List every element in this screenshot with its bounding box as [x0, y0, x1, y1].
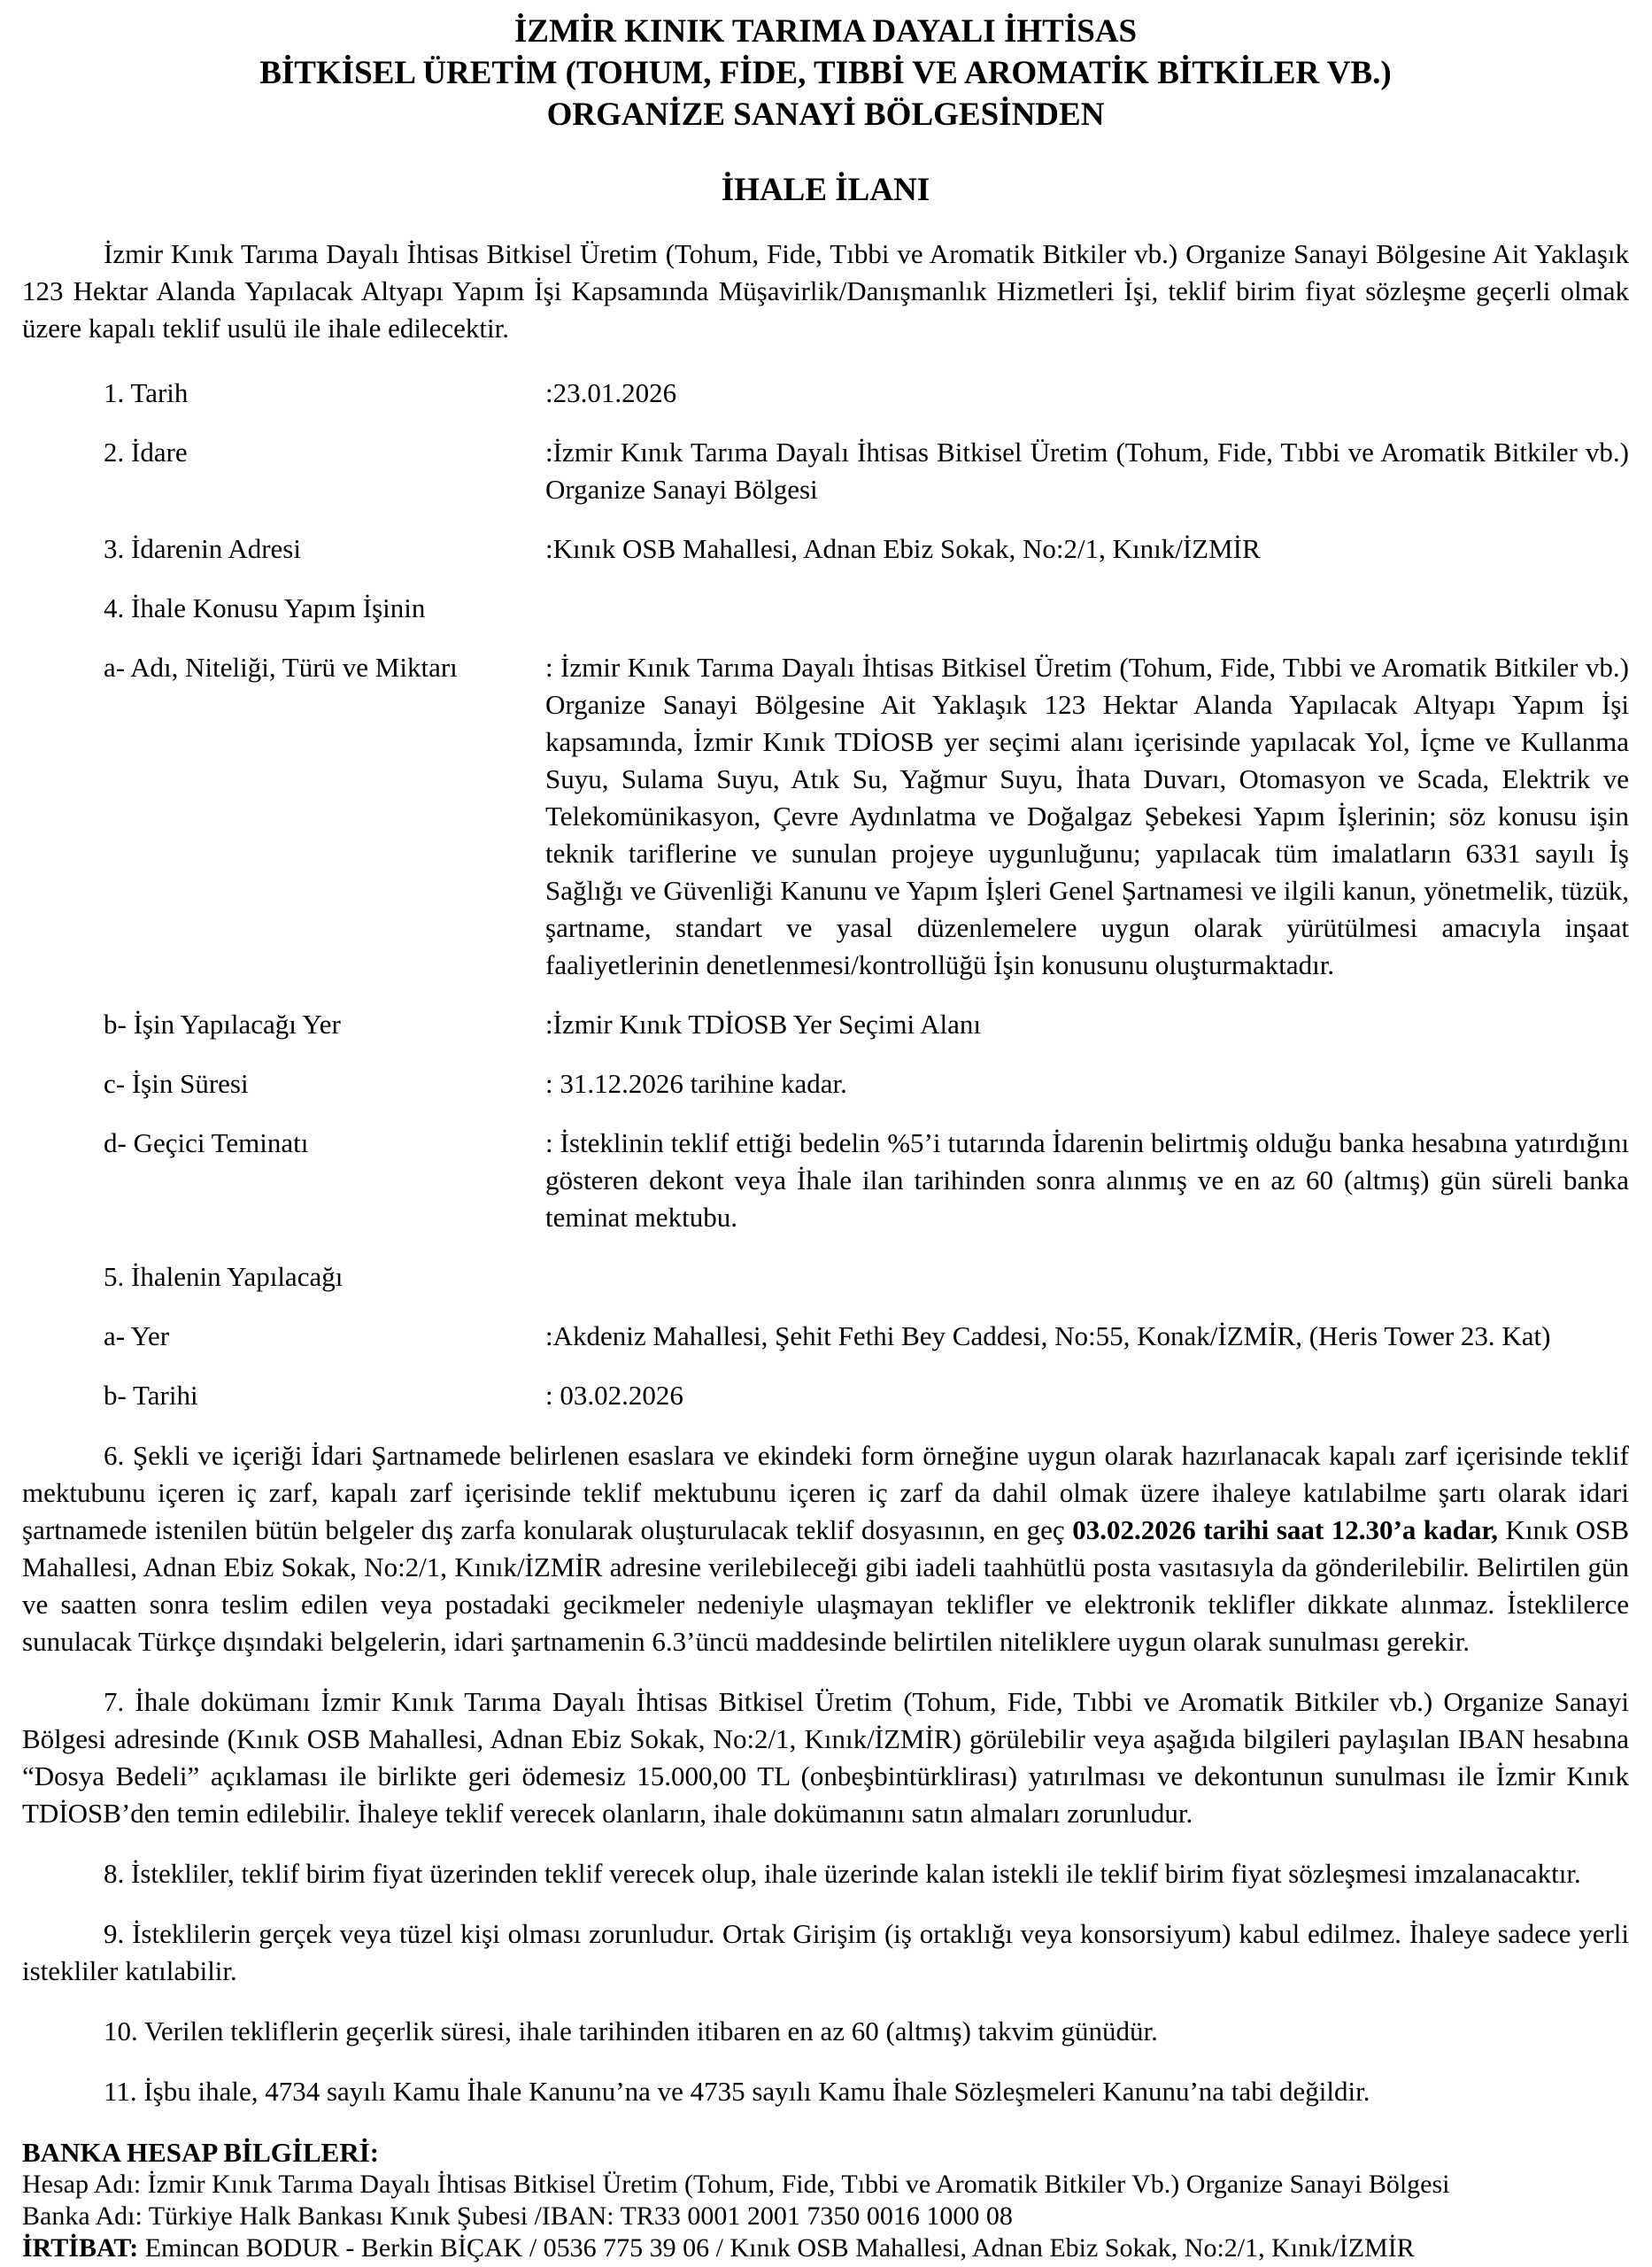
item-5-ihalenin-yapilacagi — [22, 1258, 1629, 1296]
item-label: 5. İhalenin Yapılacağı — [104, 1261, 344, 1292]
item-value: :Akdeniz Mahallesi, Şehit Fethi Bey Caddesi, No:55, Konak/İZMİR, (Heris Tower 23. Kat) — [545, 1320, 1551, 1351]
item-label: a- Adı, Niteliği, Türü ve Miktarı — [104, 652, 458, 683]
contact-line — [22, 2232, 1629, 2264]
item-5b-tarihi — [22, 1377, 1629, 1414]
item-value — [545, 1258, 1629, 1296]
item-label: d- Geçici Teminatı — [104, 1127, 309, 1158]
bank-section-heading: BANKA HESAP BİLGİLERİ: — [22, 2137, 380, 2168]
bank-account-name-line: Hesap Adı: İzmir Kınık Tarıma Dayalı İhtisas Bitkisel Üretim (Tohum, Fide, Tıbbi ve Aromatik Bitkiler Vb.) Organize Sanayi Bölgesi — [22, 2170, 1450, 2199]
item-4c-isin-suresi — [22, 1065, 1629, 1103]
paragraph-6-after: Kınık OSB Mahallesi, Adnan Ebiz Sokak, No:2/1, Kınık/İZMİR adresine verilebileceği gibi iadeli taahhütlü posta vasıtasıyla da gönderilebilir. Belirtilen gün ve saatten sonra teslim edilen veya postadaki gecikmeler nedeniyle ulaşmayan teklifler ve elektronik teklifler dikkate alınmaz. İsteklilerce sunulacak Türkçe dışındaki belgelerin, idari şartnamenin 6.3’üncü maddesinde belirtilen niteliklere uygun olarak sunulması gerekir. — [22, 1514, 1630, 1657]
item-value: : İsteklinin teklif ettiği bedelin %5’i tutarında İdarenin belirtmiş olduğu banka hesabına yatırdığını gösteren dekont veya İhale ilan tarihinden sonra alınmış ve en az 60 (altmış) gün süreli banka teminat mektubu. — [545, 1127, 1629, 1233]
paragraph-11: 11. İşbu ihale, 4734 sayılı Kamu İhale Kanunu’na ve 4735 sayılı Kamu İhale Sözleşmeleri Kanunu’na tabi değildir. — [104, 2076, 1370, 2107]
item-label: 1. Tarih — [104, 377, 189, 408]
paragraph-8: 8. İstekliler, teklif birim fiyat üzerinden teklif verecek olup, ihale üzerinde kalan istekli ile teklif birim fiyat sözleşmesi imzalanacaktır. — [104, 1858, 1581, 1889]
paragraph-10: 10. Verilen tekliflerin geçerlik süresi, ihale tarihinden itibaren en az 60 (altmış) takvim günüdür. — [104, 2016, 1158, 2046]
item-label: 2. İdare — [104, 437, 188, 468]
contact-text: Emincan BODUR - Berkin BİÇAK / 0536 775 39 06 / Kınık OSB Mahallesi, Adnan Ebiz Sokak, No:2/1, Kınık/İZMİR — [138, 2233, 1415, 2263]
item-4a-adi-niteligi-turu-miktari — [22, 649, 1629, 984]
item-5a-yer — [22, 1318, 1629, 1355]
item-label: a- Yer — [104, 1320, 170, 1351]
item-value: :23.01.2026 — [545, 377, 677, 408]
item-4d-gecici-teminati — [22, 1125, 1629, 1236]
paragraph-9: 9. İsteklilerin gerçek veya tüzel kişi olması zorunludur. Ortak Girişim (iş ortaklığı veya konsorsiyum) kabul edilmez. İhaleye sadece yerli istekliler katılabilir. — [22, 1918, 1629, 1986]
item-3-idarenin-adresi — [22, 530, 1629, 568]
item-value — [545, 590, 1629, 627]
organization-title-line-3: ORGANİZE SANAYİ BÖLGESİNDEN — [546, 97, 1105, 133]
bank-account-section — [22, 2137, 1629, 2264]
intro-paragraph: İzmir Kınık Tarıma Dayalı İhtisas Bitkisel Üretim (Tohum, Fide, Tıbbi ve Aromatik Bitkiler vb.) Organize Sanayi Bölgesine Ait Yaklaşık 123 Hektar Alanda Yapılacak Altyapı Yapım İşi Kapsamında Müşavirlik/Danışmanlık Hizmetleri İşi, teklif birim fiyat sözleşme geçerli olmak üzere kapalı teklif usulü ile ihale edilecektir. — [22, 238, 1629, 344]
organization-title-line-1: İZMİR KINIK TARIMA DAYALI İHTİSAS — [513, 13, 1138, 50]
item-value: : 31.12.2026 tarihine kadar. — [545, 1068, 847, 1099]
item-value: : 03.02.2026 — [545, 1380, 683, 1411]
item-label: c- İşin Süresi — [104, 1068, 249, 1099]
paragraph-6 — [22, 1437, 1629, 1660]
item-value: :İzmir Kınık TDİOSB Yer Seçimi Alanı — [545, 1009, 981, 1040]
item-4b-isin-yapilacagi-yer — [22, 1006, 1629, 1043]
item-4-ihale-konusu — [22, 590, 1629, 627]
item-value: : İzmir Kınık Tarıma Dayalı İhtisas Bitkisel Üretim (Tohum, Fide, Tıbbi ve Aromatik Bitkiler vb.) Organize Sanayi Bölgesine Ait Yaklaşık 123 Hektar Alanda Yapılacak Altyapı Yapım İşi kapsamında, İzmir Kınık TDİOSB yer seçimi alanı içerisinde yapılacak Yol, İçme ve Kullanma Suyu, Sulama Suyu, Atık Su, Yağmur Suyu, İhata Duvarı, Otomasyon ve Scada, Elektrik ve Telekomünikasyon, Çevre Aydınlatma ve Doğalgaz Şebekesi Yapım İşlerinin; söz konusu işin teknik tariflerine ve sunulan projeye uygunluğunu; yapılacak tüm imalatların 6331 sayılı İş Sağlığı ve Güvenliği Kanunu ve Yapım İşleri Genel Şartnamesi ve ilgili kanun, yönetmelik, tüzük, şartname, standart ve yasal düzenlemelere uygun olarak yürütülmesi amacıyla inşaat faaliyetlerinin denetlenmesi/kontrollüğü İşin konusunu oluşturmaktadır. — [545, 652, 1629, 980]
item-label: 3. İdarenin Adresi — [104, 533, 301, 564]
paragraph-7: 7. İhale dokümanı İzmir Kınık Tarıma Dayalı İhtisas Bitkisel Üretim (Tohum, Fide, Tıbbi ve Aromatik Bitkiler vb.) Organize Sanayi Bölgesi adresinde (Kınık OSB Mahallesi, Adnan Ebiz Sokak, No:2/1, Kınık/İZMİR) görülebilir veya aşağıda bilgileri paylaşılan IBAN hesabına “Dosya Bedeli” açıklaması ile birlikte geri ödemesiz 15.000,00 TL (onbeşbintürklirası) yatırılması ve dekontunun sunulması ile İzmir Kınık TDİOSB’den temin edilebilir. İhaleye teklif verecek olanların, ihale dokümanını satın almaları zorunludur. — [22, 1686, 1629, 1829]
item-label: 4. İhale Konusu Yapım İşinin — [104, 592, 426, 623]
item-1-tarih — [22, 375, 1629, 412]
paragraph-6-deadline-bold: 03.02.2026 tarihi saat 12.30’a kadar, — [1072, 1514, 1499, 1545]
document-heading: İHALE İLANI — [721, 172, 930, 208]
contact-label: İRTİBAT: — [22, 2233, 139, 2263]
tender-details-list — [22, 375, 1629, 1414]
item-label: b- İşin Yapılacağı Yer — [104, 1009, 341, 1040]
item-value: :Kınık OSB Mahallesi, Adnan Ebiz Sokak, No:2/1, Kınık/İZMİR — [545, 533, 1261, 564]
item-value: :İzmir Kınık Tarıma Dayalı İhtisas Bitkisel Üretim (Tohum, Fide, Tıbbi ve Aromatik Bitkiler vb.) Organize Sanayi Bölgesi — [545, 437, 1629, 505]
paragraph-6-before: 6. Şekli ve içeriği İdari Şartnamede belirlenen esaslara ve ekindeki form örneğine uygun olarak hazırlanacak kapalı zarf içerisinde teklif mektubunu içeren iç zarf, kapalı zarf içerisinde teklif mektubunu içeren iç zarf da dahil olmak üzere ihaleye katılabilme şartı olarak idari şartnamede istenilen bütün belgeler dış zarfa konularak oluşturulacak teklif dosyasının, en geç — [22, 1440, 1629, 1545]
item-2-idare — [22, 434, 1629, 508]
organization-title — [22, 11, 1629, 135]
item-label: b- Tarihi — [104, 1380, 198, 1411]
organization-title-line-2: BİTKİSEL ÜRETİM (TOHUM, FİDE, TIBBİ VE AROMATİK BİTKİLER VB.) — [259, 55, 1392, 91]
bank-name-iban-line: Banka Adı: Türkiye Halk Bankası Kınık Şubesi /IBAN: TR33 0001 2001 7350 0016 1000 08 — [22, 2201, 1013, 2231]
